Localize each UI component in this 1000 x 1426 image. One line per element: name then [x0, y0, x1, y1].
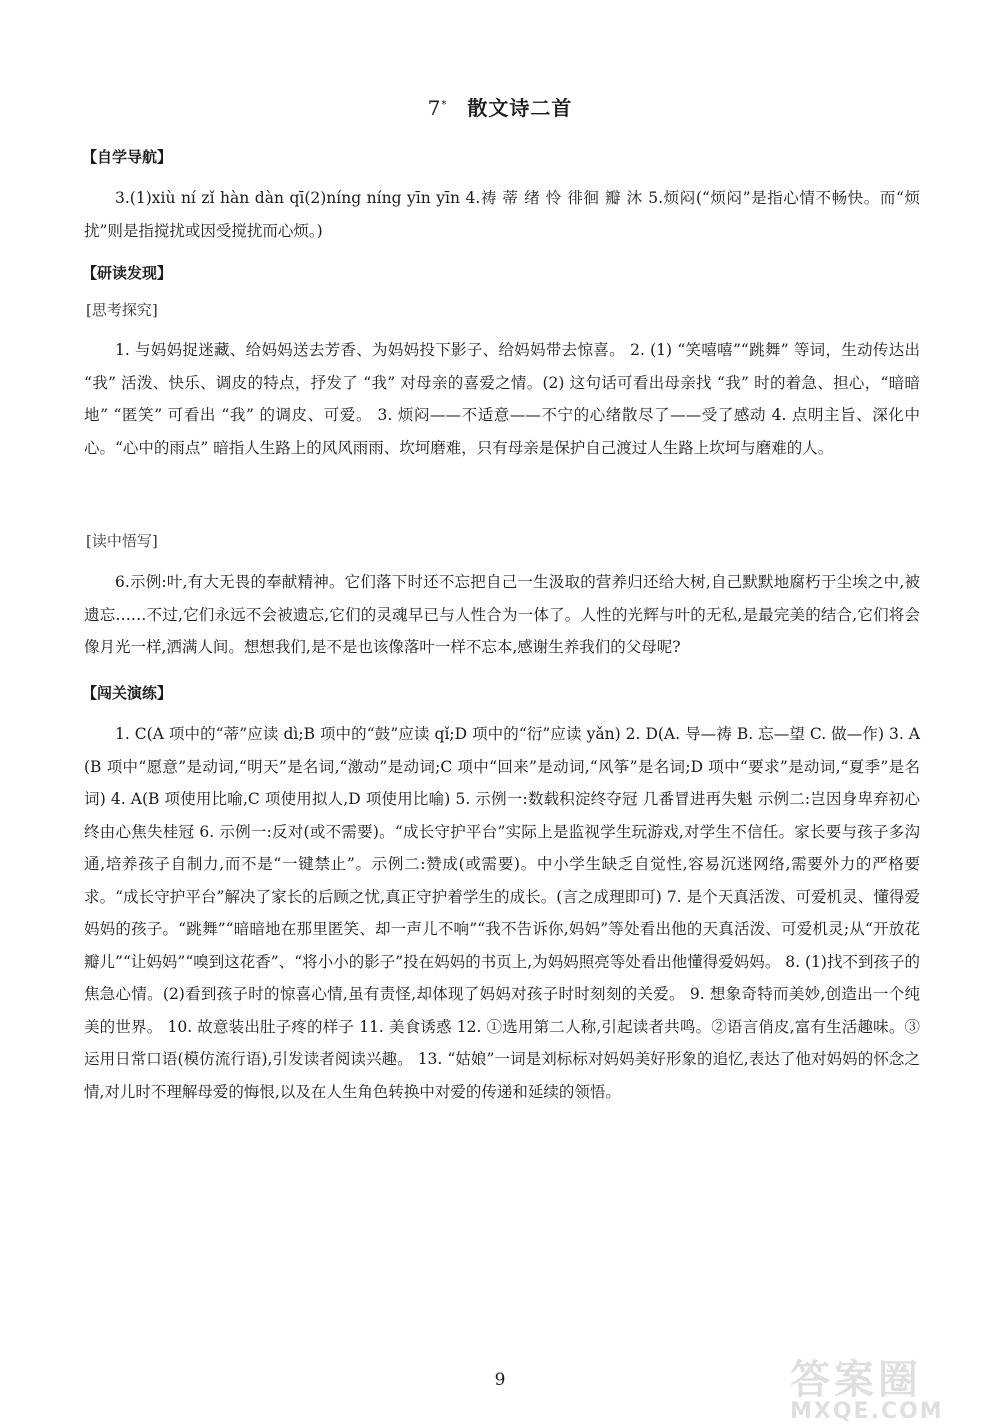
- self-study-answers: 3.(1)xiù ní zǐ hàn dàn qī(2)níng níng yīn yīn 4.祷 蒂 绪 怜 徘徊 瓣 沐 5.烦闷(“烦闷”是指心情不畅快。而“烦扰”则是指搅扰或因受搅扰而心烦。): [84, 189, 920, 240]
- subsection-read-write: [读中悟写]: [86, 532, 158, 550]
- section-heading-research: 【研读发现】: [82, 264, 173, 282]
- watermark-logo: 答案圈 MXQE.COM: [790, 1357, 944, 1424]
- think-explore-answers: 1. 与妈妈捉迷藏、给妈妈送去芳香、为妈妈投下影子、给妈妈带去惊喜。 2. (1) “笑嘻嘻”“跳舞” 等词，生动传达出 “我” 活泼、快乐、调皮的特点，抒发了 “我” 对母亲的喜爱之情。(2) 这句话可看出母亲找 “我” 时的着急、担心，“暗暗地” “匿笑” 可看出 “我” 的调皮、可爱。 3. 烦闷——不适意——不宁的心绪散尽了——受了感动 4. 点明主旨、深化中心。“心中的雨点” 暗指人生路上的风风雨雨、坎坷磨难，只有母亲是保护自己渡过人生路上坎坷与磨难的人。: [84, 341, 920, 457]
- practice-answers: 1. C(A 项中的“蒂”应读 dì;B 项中的“鼓”应读 qǐ;D 项中的“衍”应读 yǎn) 2. D(A. 导—祷 B. 忘—望 C. 做—作) 3. A(B 项中“愿意”是动词,“明天”是名词,“激动”是动词;C 项中“回来”是动词,“风筝”是名词;D 项中“要求”是动词,“夏季”是名词) 4. A(B 项使用比喻,C 项使用拟人,D 项使用比喻) 5. 示例一:数载积淀终夺冠 几番冒进再失魁 示例二:岂因身卑弃初心 终由心焦失桂冠 6. 示例一:反对(或不需要)。“成长守护平台”实际上是监视学生玩游戏,对学生不信任。家长要与孩子多沟通,培养孩子自制力,而不是“一键禁止”。示例二:赞成(或需要)。中小学生缺乏自觉性,容易沉迷网络,需要外力的严格要求。“成长守护平台”解决了家长的后顾之忧,真正守护着学生的成长。(言之成理即可) 7. 是个天真活泼、可爱机灵、懂得爱妈妈的孩子。“跳舞”“暗暗地在那里匿笑、却一声儿不响”“我不告诉你,妈妈”等处看出他的天真活泼、可爱机灵;从“开放花瓣儿”“让妈妈”“嗅到这花香”、“将小小的影子”投在妈妈的书页上,为妈妈照亮等处看出他懂得爱妈妈。 8. (1)找不到孩子的焦急心情。(2)看到孩子时的惊喜心情,虽有责怪,却体现了妈妈对孩子时时刻刻的关爱。 9. 想象奇特而美妙,创造出一个纯美的世界。 10. 故意装出肚子疼的样子 11. 美食诱惑 12. ①选用第二人称,引起读者共鸣。②语言俏皮,富有生活趣味。③运用日常口语(模仿流行语),引发读者阅读兴趣。 13. “姑娘”一词是刘标标对妈妈美好形象的追忆,表达了他对妈妈的怀念之情,对儿时不理解母爱的悔恨,以及在人生角色转换中对爱的传递和延续的领悟。: [84, 725, 920, 1101]
- page-number: 9: [494, 1370, 506, 1390]
- read-write-answers: 6.示例:叶,有大无畏的奉献精神。它们落下时还不忘把自己一生汲取的营养归还给大树,自己默默地腐朽于尘埃之中,被遗忘……不过,它们永远不会被遗忘,它们的灵魂早已与人性合为一体了。人性的光辉与叶的无私,是最完美的结合,它们将会像月光一样,洒满人间。想想我们,是不是也该像落叶一样不忘本,感谢生养我们的父母呢?: [84, 573, 920, 656]
- lesson-title: 散文诗二首: [467, 96, 573, 120]
- section-heading-practice: 【闯关演练】: [82, 684, 173, 702]
- lesson-number: 7*: [427, 96, 448, 120]
- page-title: [0, 92, 1000, 121]
- subsection-think-explore: [思考探究]: [86, 301, 158, 319]
- section-heading-self-study: 【自学导航】: [82, 148, 173, 166]
